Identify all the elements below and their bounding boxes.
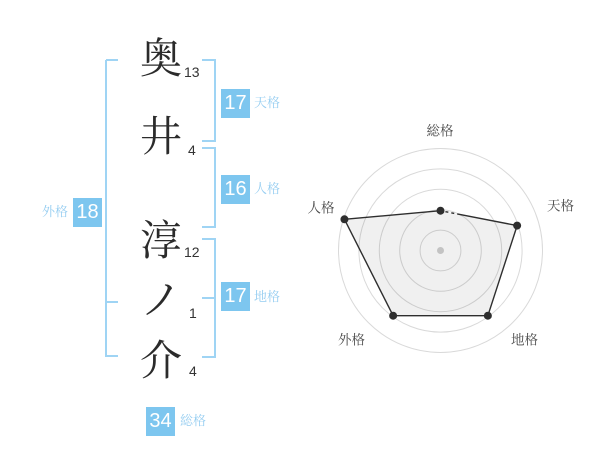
stroke-count-4: 1 — [189, 305, 197, 321]
radar-axis-label: 総格 — [426, 123, 454, 139]
radar-vertex-dot — [513, 222, 521, 230]
name-char-2: 井 — [139, 113, 182, 160]
gaikaku-bracket-tick-top — [106, 59, 118, 61]
gaikaku-bracket-tick-mid — [106, 301, 118, 303]
chikaku-badge: 17 — [221, 282, 250, 311]
tenkaku-bracket-tick-bottom — [202, 140, 214, 142]
jinkaku-bracket-tick-top — [202, 147, 214, 149]
name-char-5: 介 — [139, 337, 182, 384]
name-char-4: ノ — [139, 276, 182, 323]
stroke-count-2: 4 — [188, 142, 196, 158]
jinkaku-bracket-tick-bottom — [202, 226, 214, 228]
tenkaku-bracket-tick-top — [202, 59, 214, 61]
chikaku-bracket-tick-bottom — [202, 356, 214, 358]
tenkaku-bracket-line — [214, 59, 216, 142]
stroke-count-5: 4 — [189, 363, 197, 379]
radar-axis-label: 外格 — [338, 332, 365, 348]
radar-vertex-dot — [484, 312, 492, 320]
gaikaku-bracket-tick-bottom — [106, 355, 118, 357]
radar-vertex-dot — [437, 207, 445, 215]
radar-vertex-dot — [340, 215, 348, 223]
name-char-1: 奥 — [139, 35, 182, 82]
jinkaku-bracket-line — [214, 147, 216, 228]
stroke-count-3: 12 — [184, 244, 200, 260]
radar-axis-label: 天格 — [547, 198, 574, 214]
chikaku-bracket-line — [214, 238, 216, 358]
radar-chart — [290, 100, 590, 400]
radar-axis-label: 人格 — [307, 200, 335, 216]
tenkaku-label: 天格 — [254, 95, 281, 110]
radar-vertex-dot — [389, 312, 397, 320]
radar-polygon-fill — [344, 211, 517, 316]
name-char-3: 淳 — [139, 217, 182, 264]
jinkaku-badge: 16 — [221, 175, 250, 204]
stroke-count-1: 13 — [184, 64, 200, 80]
chikaku-bracket-tick-mid — [202, 297, 214, 299]
gaikaku-bracket-line — [105, 60, 107, 357]
soukaku-label: 総格 — [180, 413, 207, 428]
gaikaku-badge: 18 — [73, 198, 102, 227]
tenkaku-badge: 17 — [221, 89, 250, 118]
radar-center-dot — [437, 247, 444, 254]
soukaku-badge: 34 — [146, 407, 175, 436]
chikaku-bracket-tick-top — [202, 238, 214, 240]
gaikaku-label: 外格 — [42, 204, 69, 219]
chikaku-label: 地格 — [254, 289, 281, 304]
jinkaku-label: 人格 — [254, 181, 281, 196]
radar-axis-label: 地格 — [511, 332, 538, 348]
